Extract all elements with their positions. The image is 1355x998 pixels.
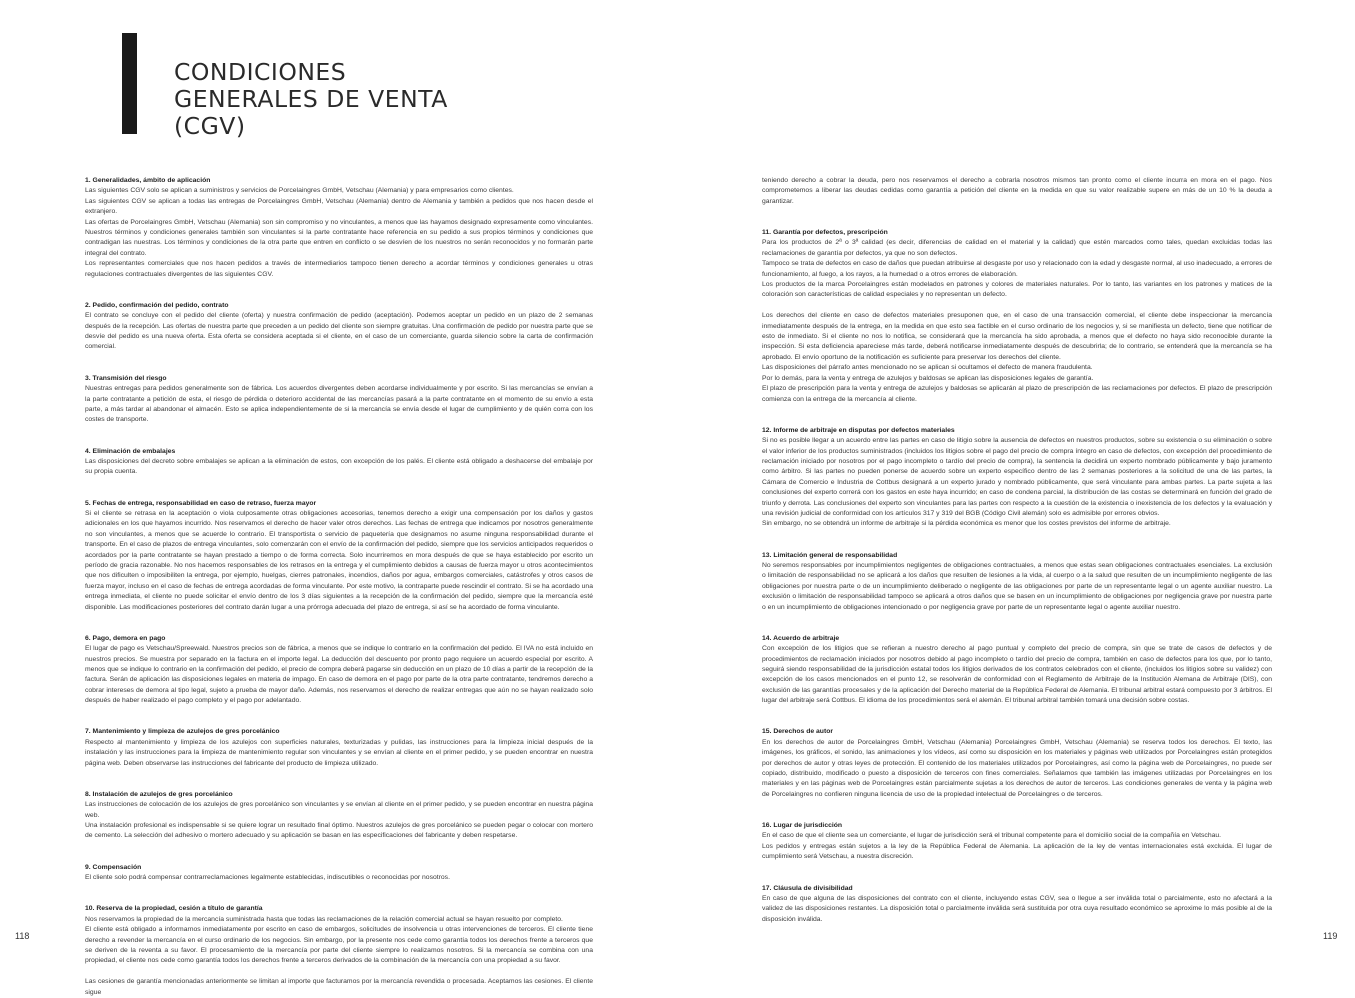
section-jurisdiccion (762, 821, 1272, 863)
paragraph: Las ofertas de Porcelaingres GmbH, Vetschau (Alemania) son sin compromiso y no vinculantes, a menos que las hayamos designado expresamente como vinculantes. Nuestros términos y condiciones generales también son vinculantes si la parte contratante hace referencia en su pedido a sus propios términos y condiciones que contradigan las nuestras. Los términos y condiciones de la otra parte que entren en conflicto o se desvíen de los nuestros no serán reconocidos y no formarán parte integral del contrato. (85, 218, 593, 257)
paragraph: Una instalación profesional es indispensable si se quiere lograr un resultado final óptimo. Nuestros azulejos de gres porcelánico se pueden pegar o colocar con mortero de cemento. La selección del adhesivo o mortero adecuado y su aplicación se basan en las especificaciones del fabricante y deben respetarse. (85, 822, 593, 840)
page-number-right: 119 (1323, 931, 1338, 941)
section-derechos-autor (762, 727, 1272, 800)
section-heading: 17. Cláusula de divisibilidad (762, 884, 853, 892)
section-divisibilidad (762, 884, 1272, 926)
paragraph: Las siguientes CGV solo se aplican a suministros y servicios de Porcelaingres GmbH, Vetschau (Alemania) y para empresarios como clientes. (85, 187, 514, 195)
paragraph: Los derechos del cliente en caso de defectos materiales presuponen que, en el caso de una transacción comercial, el cliente debe inspeccionar la mercancía inmediatamente después de la entrega, en la medida en que esto sea factible en el curso ordinario de los negocios y, si se manifiesta un defecto, tiene que notificar de esto de inmediato. Si el cliente no nos lo notifica, se considerará que la mercancía ha sido aprobada, a menos que el defecto no haya sido reconocible durante la inspección. Si esta deficiencia apareciese más tarde, deberá notificarse inmediatamente después de descubrirla; de lo contrario, se entenderá que la mercancía se ha aprobado. El envío oportuno de la notificación es suficiente para preservar los derechos del cliente. (762, 312, 1272, 361)
left-column (85, 176, 593, 998)
paragraph: En los derechos de autor de Porcelaingres GmbH, Vetschau (Alemania) Porcelaingres GmbH, Vetschau (Alemania) se reserva todos los derechos. El texto, las imágenes, los gráficos, el sonido, las animaciones y los vídeos, así como su disposición en los materiales y páginas web utilizados por Porcelaingres están protegidos por derechos de autor y otras leyes de protección. El contenido de los materiales utilizados por Porcelaingres, así como la página web de Porcelaingres, no puede ser copiado, distribuido, modificado o puesto a disposición de terceros con fines comerciales. Señalamos que también las imágenes utilizadas por Porcelaingres en los materiales y en las páginas web de Porcelaingres están parcialmente sujetas a los derechos de autor de terceros. Las condiciones generales de venta y la página web de Porcelaingres no confieren ninguna licencia de uso de la propiedad intelectual de Porcelaingres o de terceros. (762, 738, 1272, 798)
paragraph: Nos reservamos la propiedad de la mercancía suministrada hasta que todas las reclamaciones de la relación comercial actual se hayan resuelto por completo. (85, 915, 563, 923)
section-heading: 13. Limitación general de responsabilidad (762, 551, 898, 559)
section-garantia (762, 228, 1272, 405)
section-heading: 2. Pedido, confirmación del pedido, contrato (85, 301, 229, 309)
section-heading: 10. Reserva de la propiedad, cesión a título de garantía (85, 905, 263, 913)
section-heading: 5. Fechas de entrega, responsabilidad en caso de retraso, fuerza mayor (85, 499, 317, 507)
paragraph: El cliente está obligado a informarnos inmediatamente por escrito en caso de embargos, solicitudes de insolvencia u otras intervenciones de terceros. El cliente tiene derecho a revender la mercancía en el curso ordinario de los negocios. Sin embargo, por la presente nos cede como garantía todos los derechos frente a terceros que se deriven de la reventa a su favor. El procesamiento de la mercancía por parte del cliente siempre lo realizamos nosotros. Si la mercancía se combina con una propiedad, el cliente nos cede como garantía todos los derechos frente a terceros derivados de la combinación de la mercancía con una propiedad a su favor. (85, 926, 593, 965)
section-acuerdo-arbitraje (762, 634, 1272, 707)
paragraph: En el caso de que el cliente sea un comerciante, el lugar de jurisdicción será el tribunal competente para el domicilio social de la compañía en Vetschau. (762, 832, 1222, 840)
paragraph: El contrato se concluye con el pedido del cliente (oferta) y nuestra confirmación de pedido (aceptación). Podemos aceptar un pedido en un plazo de 2 semanas después de la recepción. Las ofertas de nuestra parte que preceden a un pedido del cliente son siempre gratuitas. Una confirmación de pedido por nuestra parte que se desvíe del pedido es una nueva oferta. Esta oferta se considera aceptada si el cliente, en el caso de un comerciante, guarda silencio sobre la carta de confirmación comercial. (85, 312, 593, 351)
paragraph: En caso de que alguna de las disposiciones del contrato con el cliente, incluyendo estas CGV, sea o llegue a ser inválida total o parcialmente, esto no afectará a la validez de las disposiciones restantes. La disposición total o parcialmente inválida será sustituida por otra cuya resultado económico se aproxime lo más posible al de la disposición inválida. (762, 894, 1272, 923)
paragraph: No seremos responsables por incumplimientos negligentes de obligaciones contractuales, a menos que estas sean obligaciones contractuales esenciales. La exclusión o limitación de responsabilidad no se aplicará a los daños que resulten de lesiones a la vida, al cuerpo o a la salud que resulten de un incumplimiento negligente de las obligaciones por nuestra parte o de un incumplimiento deliberado o negligente de las obligaciones por parte de un representante legal o un agente auxiliar nuestro. La exclusión o limitación de responsabilidad tampoco se aplicará a otros daños que se basen en un incumplimiento de obligaciones por negligencia grave por nuestra parte o en un incumplimiento de obligaciones intencionado o por negligencia grave por parte de un representante legal o agente auxiliar nuestro. (762, 561, 1272, 611)
section-heading: 12. Informe de arbitraje en disputas por defectos materiales (762, 426, 955, 434)
section-heading: 9. Compensación (85, 863, 142, 871)
section-heading: 3. Transmisión del riesgo (85, 374, 167, 382)
paragraph: Respecto al mantenimiento y limpieza de los azulejos con superficies naturales, texturizadas y pulidas, las instrucciones para la limpieza inicial después de la instalación y las instrucciones para la limpieza de mantenimiento regular son vinculantes y se envían al cliente en el primer pedido, y se pueden encontrar en nuestra página web. Deben observarse las instrucciones del fabricante del producto de limpieza utilizado. (85, 738, 593, 767)
section-heading: 11. Garantía por defectos, prescripción (762, 229, 888, 237)
paragraph: Con excepción de los litigios que se refieran a nuestro derecho al pago puntual y completo del precio de compra, sin que se trate de casos de defectos y de procedimientos de reclamación iniciados por nosotros debido al pago incompleto o tardío del precio de compra, también en caso de defectos para los que, por lo tanto, seguirá siendo responsabilidad de la jurisdicción estatal todos los litigios derivados de los contratos celebrados con el cliente, (incluidos los litigios sobre su validez) con excepción de los casos mencionados en el punto 12, se resolverán de conformidad con el Reglamento de Arbitraje de la Institución Alemana de Arbitraje (DIS), con exclusión de las garantías procesales y de la aplicación del Derecho material de la República Federal de Alemania. El tribunal arbitral estará compuesto por 3 árbitros. El lugar del arbitraje será Cottbus. El idioma de los procedimientos será el alemán. El tribunal arbitral también tomará una decisión sobre costas. (762, 645, 1272, 705)
section-heading: 15. Derechos de autor (762, 728, 834, 736)
section-arbitraje-informe (762, 426, 1272, 530)
page-number-left: 118 (15, 931, 30, 941)
paragraph: Sin embargo, no se obtendrá un informe de arbitraje si la pérdida económica es menor que los costes previstos del informe de arbitraje. (762, 520, 1171, 528)
paragraph: Las instrucciones de colocación de los azulejos de gres porcelánico son vinculantes y se envían al cliente en el primer pedido, y se pueden encontrar en nuestra página web. (85, 801, 593, 819)
paragraph: Las disposiciones del decreto sobre embalajes se aplican a la eliminación de estos, con excepción de los palés. El cliente está obligado a deshacerse del embalaje por su propia cuenta. (85, 457, 593, 476)
paragraph: Nuestras entregas para pedidos generalmente son de fábrica. Los acuerdos divergentes deben acordarse individualmente y por escrito. Si las mercancías se envían a la parte contratante a petición de esta, el riesgo de pérdida o deterioro accidental de las mercancías pasará a la parte contratante en el momento de su envío a esta parte, a más tardar al abandonar el almacén. Esto se aplica independientemente de si la mercancía se envía desde el lugar de cumplimiento y de quién corra con los costes de transporte. (85, 385, 593, 424)
section-heading: 1. Generalidades, ámbito de aplicación (85, 177, 211, 184)
paragraph: Tampoco se trata de defectos en caso de daños que puedan atribuirse al desgaste por uso y relacionado con la edad y desgaste normal, al uso inadecuado, a errores de funcionamiento, al fuego, a los rayos, a la humedad o a otros errores de elaboración. (762, 260, 1272, 278)
right-column (762, 176, 1272, 925)
section-responsabilidad (762, 551, 1272, 613)
paragraph: Los pedidos y entregas están sujetos a la ley de la República Federal de Alemania. La aplicación de la ley de ventas internacionales está excluida. El lugar de cumplimiento será Vetschau, a nuestra discreción. (762, 842, 1272, 861)
section-heading: 6. Pago, demora en pago (85, 634, 166, 642)
section-generalidades (85, 176, 593, 280)
title-line: (CGV) (174, 112, 246, 140)
section-compensacion (85, 863, 593, 884)
section-heading: 14. Acuerdo de arbitraje (762, 634, 840, 642)
paragraph: Los representantes comerciales que nos hacen pedidos a través de intermediarios tampoco tienen derecho a acordar términos y condiciones generales u otras regulaciones contractuales divergentes de las siguientes CGV. (85, 260, 593, 278)
paragraph: El cliente solo podrá compensar contrarreclamaciones legalmente establecidas, indiscutibles o reconocidas por nosotros. (85, 874, 450, 882)
paragraph: Si el cliente se retrasa en la aceptación o viola culposamente otras obligaciones accesorias, tenemos derecho a exigir una compensación por los daños y gastos adicionales en los que hayamos incurrido. Nos reservamos el derecho de hacer valer otros derechos. Las fechas de entrega que indicamos por nosotros generalmente no son vinculantes, a menos que se acuerde lo contrario. El transportista o servicio de paquetería que designamos no asume ninguna responsabilidad durante el transporte. En el caso de plazos de entrega vinculantes, solo comenzarán con el envío de la confirmación del pedido, siempre que los servicios anticipados requeridos o acordados por la parte contratante se hayan prestado a tiempo o de forma correcta. Solo incurriremos en mora después de que se haya establecido por escrito un período de gracia razonable. No nos hacemos responsables de los retrasos en la entrega y el cumplimiento debidos a causas de fuerza mayor u otros acontecimientos que nos dificulten o imposibiliten la entrega, por ejemplo, huelgas, cierres patronales, incendios, daños por agua, embargos comerciales, catástrofes y otros casos de fuerza mayor, incluso en el caso de fechas de entrega acordadas de forma vinculante. Por este motivo, la contraparte puede rescindir el contrato. Si se ha acordado una entrega inmediata, el cliente no puede solicitar el envío dentro de los 3 días siguientes a la recepción de la confirmación del pedido, siempre que la mercancía esté disponible. Las modificaciones posteriores del contrato darán lugar a una prórroga adecuada del plazo de entrega, si así se ha acordado de forma vinculante. (85, 509, 593, 611)
paragraph: El plazo de prescripción para la venta y entrega de azulejos y baldosas se aplicarán al plazo de prescripción de las reclamaciones por defectos. El plazo de prescripción comienza con la entrega de la mercancía al cliente. (762, 385, 1272, 403)
paragraph: El lugar de pago es Vetschau/Spreewald. Nuestros precios son de fábrica, a menos que se indique lo contrario en la confirmación del pedido. El IVA no está incluido en nuestros precios. Se muestra por separado en la factura en el importe legal. La deducción del descuento por pronto pago requiere un acuerdo especial por escrito. A menos que se indique lo contrario en la confirmación del pedido, el precio de compra deberá pagarse sin deducción en un plazo de 10 días a partir de la recepción de la factura. Serán de aplicación las disposiciones legales en materia de impago. En caso de demora en el pago por parte de la otra parte contratante, tendremos derecho a cobrar intereses de demora al tipo legal, sujeto a prueba de mayor daño. Además, nos reservamos el derecho de realizar entregas que aún no se hayan realizado solo después de haber realizado el pago completo y el pago por adelantado. (85, 645, 593, 705)
section-fechas-entrega (85, 499, 593, 613)
chapter-title (174, 59, 514, 140)
paragraph: Los productos de la marca Porcelaingres están modelados en patrones y colores de materiales naturales. Por lo tanto, las variantes en los patrones y matices de la coloración son características de calidad especiales y no representan un defecto. (762, 281, 1272, 299)
section-heading: 16. Lugar de jurisdicción (762, 822, 843, 830)
section-embalajes (85, 447, 593, 478)
paragraph: Para los productos de 2ª o 3ª calidad (es decir, diferencias de calidad en el material y la calidad) que estén marcados como tales, quedan excluidas todas las reclamaciones de garantía por defectos, ya que no son defectos. (762, 239, 1272, 257)
chapter-marker-bar (122, 33, 137, 134)
section-heading: 8. Instalación de azulejos de gres porcelánico (85, 790, 233, 798)
paragraph: Las disposiciones del párrafo antes mencionado no se aplican si ocultamos el defecto de manera fraudulenta. (762, 364, 1093, 372)
section-transmision-riesgo (85, 374, 593, 426)
section-heading: 7. Mantenimiento y limpieza de azulejos de gres porcelánico (85, 728, 280, 736)
paragraph: Las siguientes CGV se aplican a todas las entregas de Porcelaingres GmbH, Vetschau (Alemania) dentro de Alemania y también a pedidos que nos hacen desde el extranjero. (85, 197, 593, 216)
section-instalacion (85, 790, 593, 842)
paragraph: teniendo derecho a cobrar la deuda, pero nos reservamos el derecho a cobrarla nosotros mismos tan pronto como el cliente incurra en mora en el pago. Nos comprometemos a liberar las deudas cedidas como garantía a petición del cliente en la medida en que su valor realizable supere en más de un 10 % la deuda a garantizar. (762, 177, 1272, 205)
paragraph: Las cesiones de garantía mencionadas anteriormente se limitan al importe que facturamos por la mercancía revendida o procesada. Aceptamos las cesiones. El cliente sigue (85, 978, 593, 996)
section-pedido (85, 301, 593, 353)
paragraph: Por lo demás, para la venta y entrega de azulejos y baldosas se aplican las disposiciones legales de garantía. (762, 374, 1094, 382)
title-line: GENERALES DE VENTA (174, 85, 448, 113)
section-heading: 4. Eliminación de embalajes (85, 447, 176, 455)
section-mantenimiento (85, 727, 593, 769)
section-reserva-propiedad (85, 904, 593, 998)
section-pago (85, 634, 593, 707)
paragraph: Si no es posible llegar a un acuerdo entre las partes en caso de litigio sobre la ausencia de defectos en nuestros productos, sobre su existencia o su eliminación o sobre el valor inferior de los productos suministrados (incluidos los litigios sobre el pago del precio de compra íntegro en caso de defectos, con excepción del procedimiento de reclamación iniciado por nosotros por el pago incompleto o tardío del precio de compra), la sentencia la decidirá un experto nombrado públicamente y bajo juramento como árbitro. Si las partes no pueden ponerse de acuerdo sobre un experto específico dentro de las 2 semanas posteriores a la solicitud de una de las partes, la Cámara de Comercio e Industria de Cottbus designará a un experto jurado y nombrado públicamente, que será vinculante para ambas partes. La parte sujeta a las conclusiones del experto correrá con los gastos en este haya incurrido; en caso de condena parcial, la distribución de las costas se determinará en función del grado de triunfo y derrota. Las conclusiones del experto son vinculantes para las partes con respecto a la cuestión de la existencia o inexistencia de los defectos y la evaluación y una revisión judicial de conformidad con los artículos 317 y 319 del BGB (Código Civil alemán) solo es admisible por errores obvios. (762, 437, 1272, 517)
title-line: CONDICIONES (174, 58, 347, 86)
